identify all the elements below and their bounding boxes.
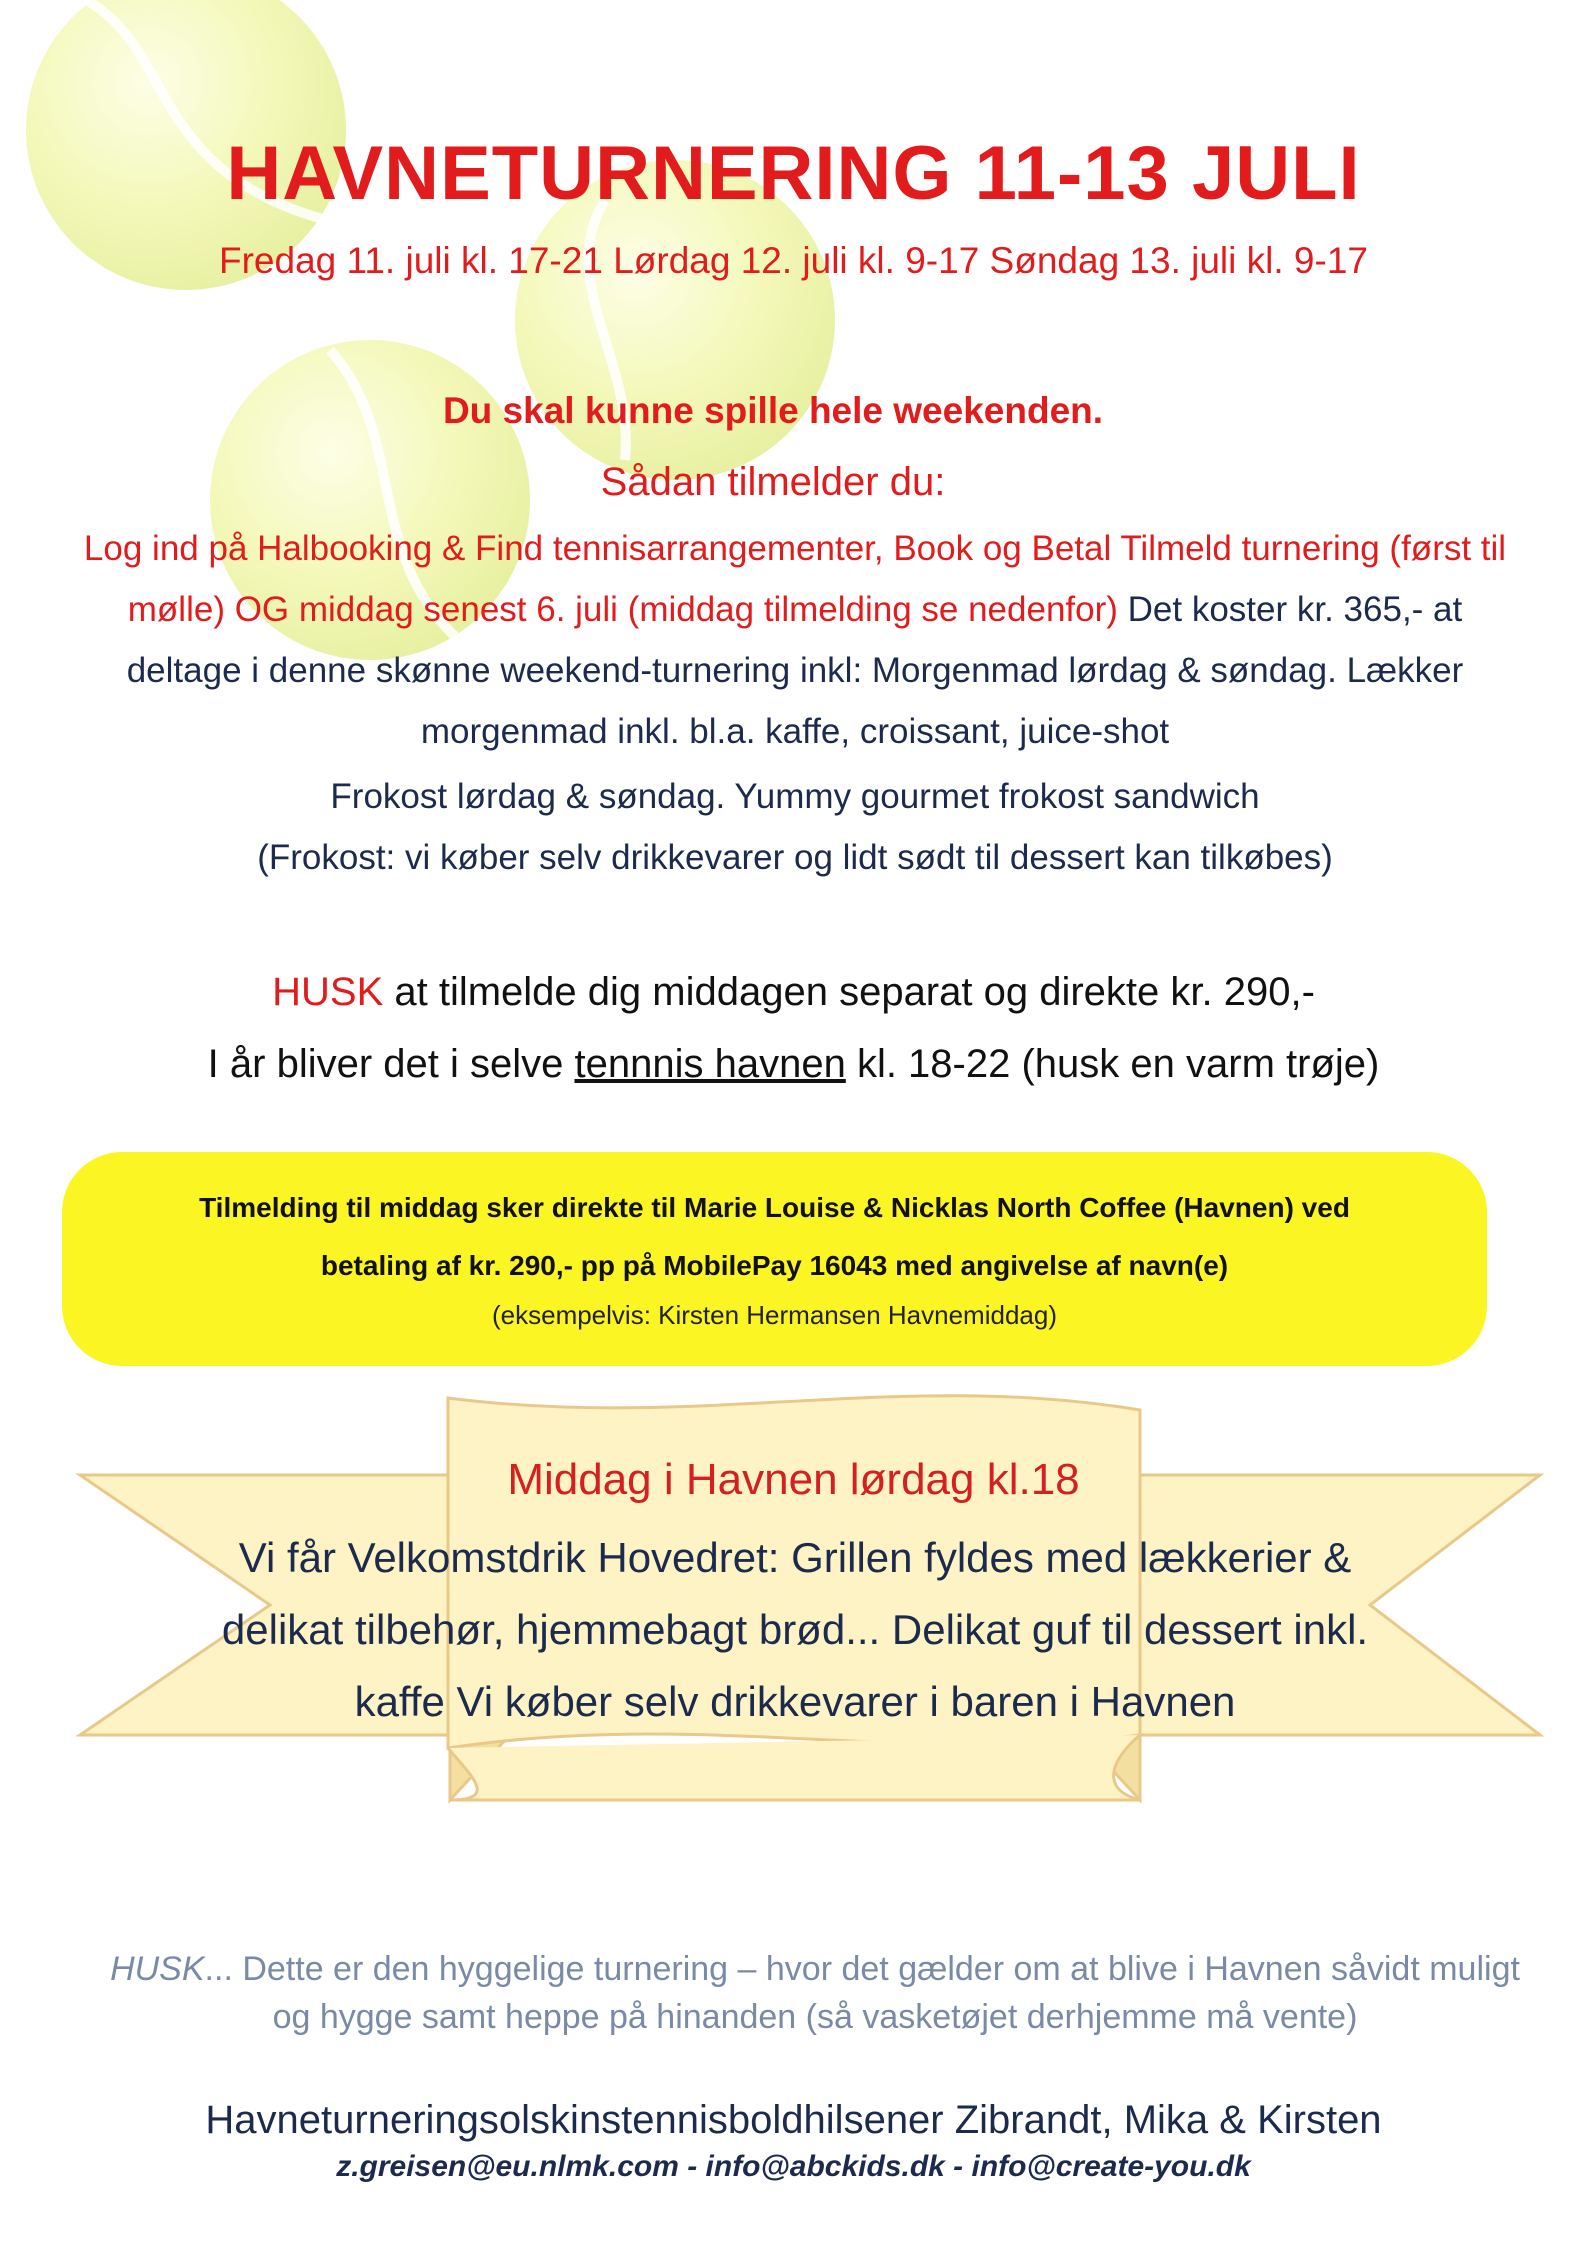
lunch-note: (Frokost: vi køber selv drikkevarer og lidt sødt til dessert kan tilkøbes) [257, 838, 1333, 877]
venue-post: kl. 18-22 (husk en varm trøje) [845, 1042, 1380, 1086]
page-title: HAVNETURNERING 11-13 JULI [226, 131, 1361, 216]
venue-underlined: tennnis havnen [574, 1042, 846, 1086]
husk-dinner-line [0, 970, 1587, 1015]
price-text: Det koster kr. 365,- at deltage i denne skønne weekend-turnering inkl: Morgenmad lørdag & søndag. Lækker morgenmad inkl. bl.a. kaffe, croissant, juice-shot [126, 590, 1464, 751]
must-play-note: Du skal kunne spille hele weekenden. [442, 390, 1104, 431]
venue-line [0, 1042, 1587, 1087]
footer-note-text: ... Dette er den hyggelige turnering – hvor det gælder om at blive i Havnen såvidt muligt og hygge samt heppe på hinanden (så vasketøjet derhjemme må vente) [204, 1950, 1520, 2036]
signup-heading: Sådan tilmelder du: [600, 460, 946, 504]
dinner-signup-box [62, 1152, 1487, 1366]
contact-emails: z.greisen@eu.nlmk.com - info@abckids.dk - info@create-you.dk [336, 2150, 1251, 2183]
dinner-signup-line1: Tilmelding til middag sker direkte til Marie Louise & Nicklas North Coffee (Havnen) ved [199, 1192, 1350, 1223]
husk-word: HUSK [272, 970, 384, 1014]
lunch-text: Frokost lørdag & søndag. Yummy gourmet frokost sandwich [330, 777, 1260, 816]
signoff: Havneturneringsolskinstennisboldhilsener Zibrandt, Mika & Kirsten [205, 2098, 1382, 2142]
dinner-signup-example: (eksempelvis: Kirsten Hermansen Havnemiddag) [491, 1300, 1057, 1330]
signup-instructions: Log ind på Halbooking & Find tennisarrangementer, Book og Betal Tilmeld turnering (først til mølle) OG middag senest 6. juli (middag tilmelding se nedenfor) [83, 529, 1507, 629]
dinner-signup-line2: betaling af kr. 290,- pp på MobilePay 16043 med angivelse af navn(e) [320, 1250, 1229, 1281]
husk-rest: at tilmelde dig middagen separat og direkte kr. 290,- [383, 970, 1315, 1014]
schedule-text: Fredag 11. juli kl. 17-21 Lørdag 12. juli kl. 9-17 Søndag 13. juli kl. 9-17 [219, 240, 1368, 281]
footer-husk: HUSK [110, 1950, 205, 1988]
footer-note [90, 1945, 1540, 2041]
signup-body [80, 518, 1510, 888]
dinner-banner-title: Middag i Havnen lørdag kl.18 [507, 1455, 1080, 1504]
venue-pre: I år bliver det i selve [207, 1042, 575, 1086]
dinner-banner-text: Vi får Velkomstdrik Hovedret: Grillen fyldes med lækkerier & delikat tilbehør, hjemmebagt brød... Delikat guf til dessert inkl. kaffe Vi køber selv drikkevarer i baren i Havnen [221, 1534, 1369, 1725]
